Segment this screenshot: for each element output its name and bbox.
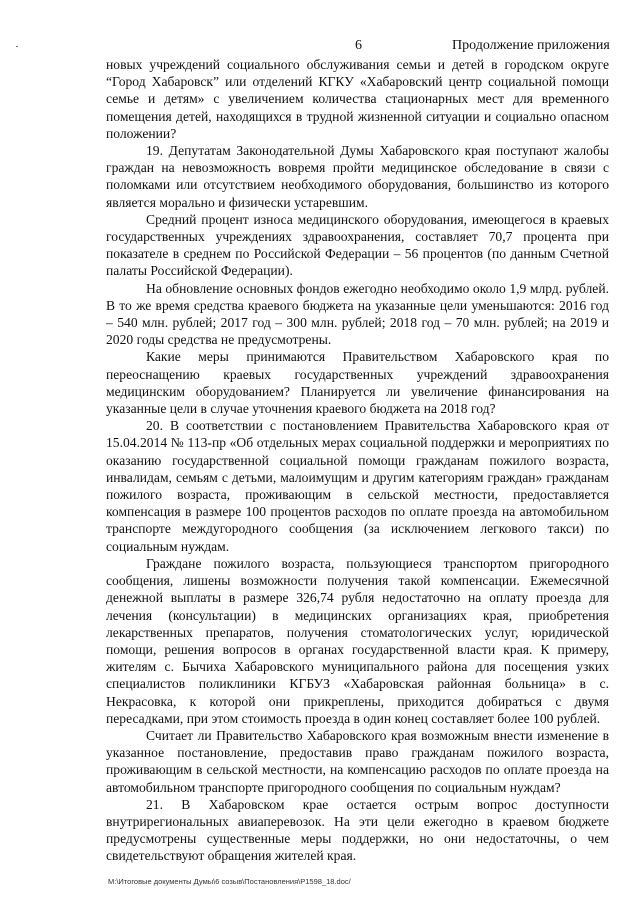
paragraph: Считает ли Правительство Хабаровского края возможным внести изменение в указанное постановление, предоставив право гражданам пожилого возраста, проживающим в сельской местности, на компенсацию расходов по оплате проезда на автомобильном транспорте пригородного сообщения по социальным нуждам? xyxy=(106,727,609,795)
paragraph: 21. В Хабаровском крае остается острым вопрос доступности внутрирегиональных авиаперевозок. На эти цели ежегодно в краевом бюджете предусмотрены существенные меры поддержки, но они недостаточны, о чем свидетельствуют обращения жителей края. xyxy=(106,796,609,864)
paragraph: 20. В соответствии с постановлением Правительства Хабаровского края от 15.04.2014 № 113-пр «Об отдельных мерах социальной поддержки и мероприятиях по оказанию государственной социальной помощи гражданам пожилого возраста, инвалидам, семьям с детьми, малоимущим и другим категориям граждан» гражданам пожилого возраста, проживающим в сельской местности, предоставляется компенсация в размере 100 процентов расходов по оплате проезда на автомобильном транспорте междугородного сообщения (за исключением легкового такси) по социальным нуждам. xyxy=(106,418,609,554)
paragraph: Граждане пожилого возраста, пользующиеся транспортом пригородного сообщения, лишены возможности получения такой компенсации. Ежемесячной денежной выплаты в размере 326,74 рубля недостаточно на оплату проезда для лечения (консультации) в медицинских организациях края, приобретения лекарственных препаратов, получения стоматологических услуг, юридической помощи, решения вопросов в органах государственной власти края. К примеру, жителям с. Бычиха Хабаровского муниципального района для посещения узких специалистов поликлиники КГБУЗ «Хабаровская районная больница» в с. Некрасовка, к которой они прикреплены, приходится добираться с двумя пересадками, при этом стоимость проезда в один конец составляет более 100 рублей. xyxy=(106,555,609,726)
page-number: 6 xyxy=(355,38,362,53)
paragraph: 19. Депутатам Законодательной Думы Хабаровского края поступают жалобы граждан на невозможность вовремя пройти медицинское обследование в связи с поломками или отсутствием необходимого оборудования, большинство из которого является морально и физически устаревшим. xyxy=(106,143,609,210)
paragraph: На обновление основных фондов ежегодно необходимо около 1,9 млрд. рублей. В то же время средства краевого бюджета на указанные цели уменьшаются: 2016 год – 540 млн. рублей; 2017 год – 300 млн. рублей; 2018 год – 70 млн. рублей; на 2019 и 2020 годы средства не предусмотрены. xyxy=(106,280,609,348)
paragraph: Какие меры принимаются Правительством Хабаровского края по переоснащению краевых государственных учреждений здравоохранения медицинским оборудованием? Планируется ли увеличение финансирования на указанные цели в случае уточнения краевого бюджета на 2018 год? xyxy=(106,349,609,417)
document-body xyxy=(106,56,609,865)
paragraph: Средний процент износа медицинского оборудования, имеющегося в краевых государственных учреждениях здравоохранения, составляет 70,7 процента при показателе в среднем по Российской Федерации – 56 процентов (по данным Счетной палаты Российской Федерации). xyxy=(106,211,609,279)
scan-mark xyxy=(16,46,18,47)
file-path-footer: M:\Итоговые документы Думы\6 созыв\Постановления\P1598_18.doc/ xyxy=(108,877,351,886)
paragraph: новых учреждений социального обслуживания семьи и детей в городском округе “Город Хабаровск” или отделений КГКУ «Хабаровский центр социальной помощи семье и детям» с увеличением количества стационарных мест для временного помещения детей, находящихся в трудной жизненной ситуации и социально опасном положении? xyxy=(106,57,609,141)
appendix-header: Продолжение приложения xyxy=(452,38,610,53)
